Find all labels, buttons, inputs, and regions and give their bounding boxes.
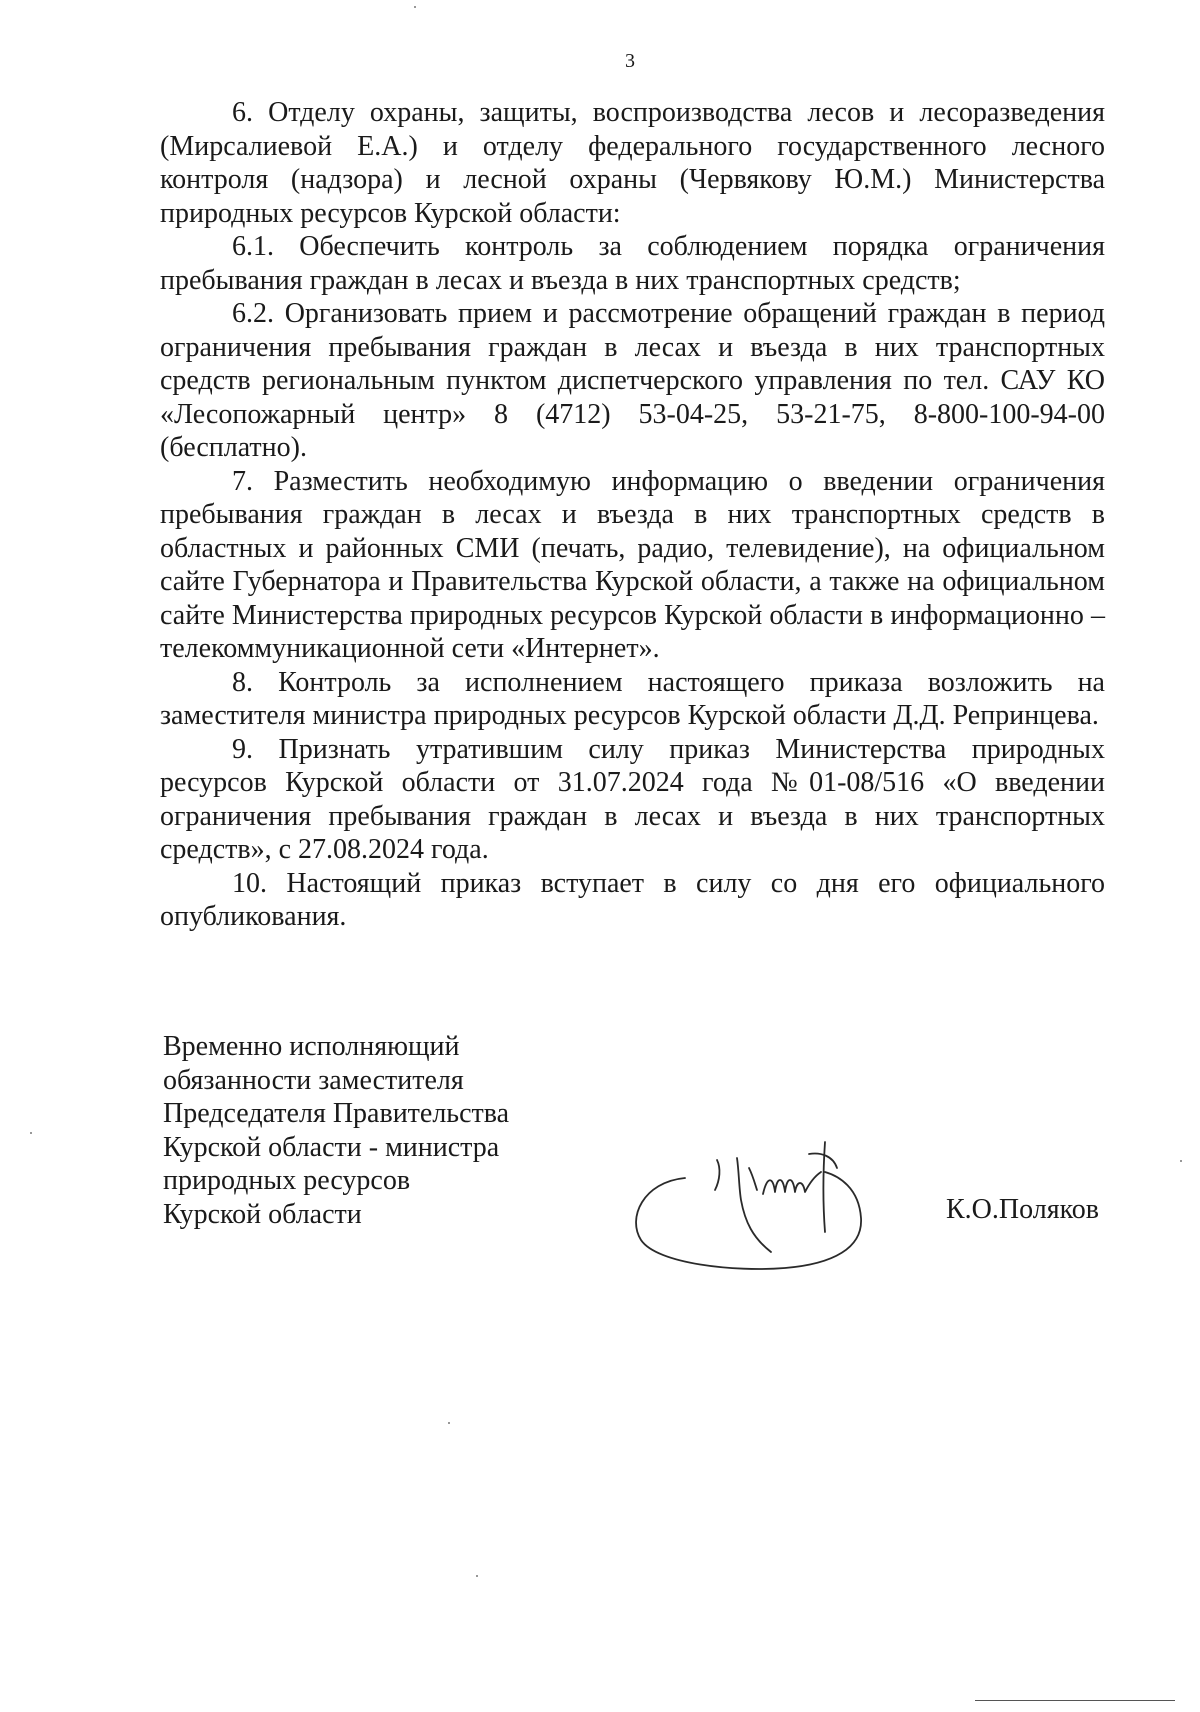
scan-speck xyxy=(448,1422,450,1424)
scan-speck xyxy=(30,1132,32,1134)
page-number: 3 xyxy=(625,50,635,72)
paragraph-10: 10. Настоящий приказ вступает в силу со дня его официального опубликования. xyxy=(160,867,1105,932)
handwritten-signature xyxy=(625,1140,875,1290)
signatory-title-line: Председателя Правительства xyxy=(163,1098,510,1130)
signer-name: К.О.Поляков xyxy=(946,1194,1100,1225)
signatory-title-line: обязанности заместителя xyxy=(163,1064,464,1096)
footer-rule xyxy=(975,1700,1175,1701)
signatory-title-line: Курской области - министра xyxy=(163,1131,500,1163)
signatory-title-line: Временно исполняющий xyxy=(163,1031,460,1062)
paragraph-7: 7. Разместить необходимую информацию о введении ограничения пребывания граждан в лесах и въезда в них транспортных средств в областных и районных СМИ (печать, радио, телевидение), на официальном сайте Губернатора и Правительства Курской области, а также на официальном сайте Министерства природных ресурсов Курской области в информационно – телекоммуникационной сети «Интернет». xyxy=(160,465,1105,664)
signatory-title-line: природных ресурсов xyxy=(163,1165,411,1197)
signatory-title-line: Курской области xyxy=(163,1198,362,1230)
paragraph-6-1: 6.1. Обеспечить контроль за соблюдением порядка ограничения пребывания граждан в лесах и въезда в них транспортных средств; xyxy=(160,231,1105,296)
paragraph-6: 6. Отделу охраны, защиты, воспроизводства лесов и лесоразведения (Мирсалиевой Е.А.) и отделу федерального государственного лесного контроля (надзора) и лесной охраны (Червякову Ю.М.) Министерства природных ресурсов Курской области: xyxy=(160,97,1105,229)
scan-speck xyxy=(414,6,416,8)
paragraph-9: 9. Признать утратившим силу приказ Министерства природных ресурсов Курской области от 31.07.2024 года №01-08/516 «О введении ограничения пребывания граждан в лесах и въезда в них транспортных средств», с 27.08.2024 года. xyxy=(160,733,1105,865)
scan-speck xyxy=(1180,1160,1182,1162)
paragraph-6-2: 6.2. Организовать прием и рассмотрение обращений граждан в период ограничения пребывания граждан в лесах и въезда в них транспортных средств региональным пунктом диспетчерского управления по тел. САУ КО «Лесопожарный центр» 8 (4712) 53-04-25, 53-21-75, 8-800-100-94-00 (бесплатно). xyxy=(160,298,1105,463)
document-body xyxy=(160,96,1105,934)
signatory-title xyxy=(163,1030,509,1232)
paragraph-8: 8. Контроль за исполнением настоящего приказа возложить на заместителя министра природных ресурсов Курской области Д.Д. Репринцева. xyxy=(160,666,1105,731)
scan-speck xyxy=(476,1575,478,1577)
